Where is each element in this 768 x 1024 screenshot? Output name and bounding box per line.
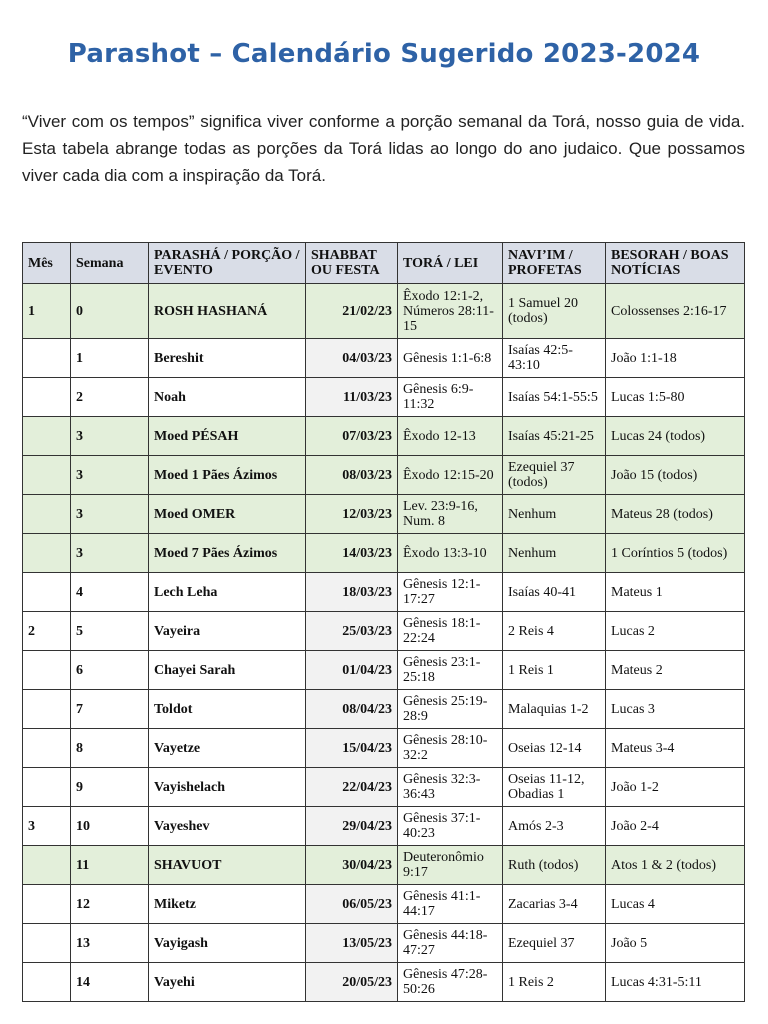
cell-naviim: Nenhum xyxy=(503,495,606,534)
cell-naviim: Ruth (todos) xyxy=(503,846,606,885)
cell-date: 12/03/23 xyxy=(306,495,398,534)
cell-tora: Deuteronômio 9:17 xyxy=(398,846,503,885)
header-besorah: BESORAH / BOAS NOTÍCIAS xyxy=(606,243,745,284)
header-shabbat: SHABBAT OU FESTA xyxy=(306,243,398,284)
cell-parasha: Miketz xyxy=(149,885,306,924)
cell-parasha: SHAVUOT xyxy=(149,846,306,885)
cell-besorah: Colossenses 2:16-17 xyxy=(606,284,745,339)
table-row xyxy=(23,924,745,963)
cell-parasha: Noah xyxy=(149,378,306,417)
cell-besorah: João 15 (todos) xyxy=(606,456,745,495)
cell-date: 15/04/23 xyxy=(306,729,398,768)
cell-semana: 6 xyxy=(71,651,149,690)
cell-tora: Gênesis 18:1-22:24 xyxy=(398,612,503,651)
cell-besorah: Lucas 2 xyxy=(606,612,745,651)
cell-mes xyxy=(23,417,71,456)
cell-naviim: Malaquias 1-2 xyxy=(503,690,606,729)
cell-mes xyxy=(23,456,71,495)
cell-semana: 3 xyxy=(71,417,149,456)
cell-mes xyxy=(23,534,71,573)
cell-naviim: Ezequiel 37 xyxy=(503,924,606,963)
header-mes: Mês xyxy=(23,243,71,284)
cell-date: 04/03/23 xyxy=(306,339,398,378)
cell-semana: 0 xyxy=(71,284,149,339)
cell-date: 29/04/23 xyxy=(306,807,398,846)
cell-naviim: Isaías 54:1-55:5 xyxy=(503,378,606,417)
cell-parasha: Vayishelach xyxy=(149,768,306,807)
table-row xyxy=(23,456,745,495)
cell-tora: Êxodo 12:1-2, Números 28:11-15 xyxy=(398,284,503,339)
cell-parasha: Vayigash xyxy=(149,924,306,963)
cell-date: 30/04/23 xyxy=(306,846,398,885)
table-row xyxy=(23,612,745,651)
cell-parasha: Moed 7 Pães Ázimos xyxy=(149,534,306,573)
cell-mes xyxy=(23,963,71,1002)
cell-mes xyxy=(23,651,71,690)
cell-besorah: Mateus 28 (todos) xyxy=(606,495,745,534)
cell-parasha: ROSH HASHANÁ xyxy=(149,284,306,339)
table-row xyxy=(23,495,745,534)
cell-parasha: Vayeira xyxy=(149,612,306,651)
cell-semana: 5 xyxy=(71,612,149,651)
cell-date: 22/04/23 xyxy=(306,768,398,807)
cell-date: 08/03/23 xyxy=(306,456,398,495)
cell-parasha: Toldot xyxy=(149,690,306,729)
cell-besorah: Lucas 1:5-80 xyxy=(606,378,745,417)
cell-date: 07/03/23 xyxy=(306,417,398,456)
cell-naviim: 1 Reis 1 xyxy=(503,651,606,690)
table-row xyxy=(23,417,745,456)
cell-mes xyxy=(23,924,71,963)
cell-date: 14/03/23 xyxy=(306,534,398,573)
table-row xyxy=(23,534,745,573)
cell-besorah: 1 Coríntios 5 (todos) xyxy=(606,534,745,573)
cell-naviim: Ezequiel 37 (todos) xyxy=(503,456,606,495)
cell-naviim: Zacarias 3-4 xyxy=(503,885,606,924)
table-row xyxy=(23,284,745,339)
cell-parasha: Chayei Sarah xyxy=(149,651,306,690)
cell-naviim: Oseias 11-12, Obadias 1 xyxy=(503,768,606,807)
cell-date: 18/03/23 xyxy=(306,573,398,612)
cell-parasha: Vayehi xyxy=(149,963,306,1002)
cell-tora: Lev. 23:9-16, Num. 8 xyxy=(398,495,503,534)
cell-naviim: Isaías 42:5-43:10 xyxy=(503,339,606,378)
cell-tora: Êxodo 12-13 xyxy=(398,417,503,456)
cell-besorah: João 1-2 xyxy=(606,768,745,807)
table-row xyxy=(23,573,745,612)
cell-semana: 2 xyxy=(71,378,149,417)
table-row xyxy=(23,729,745,768)
cell-naviim: 1 Samuel 20 (todos) xyxy=(503,284,606,339)
cell-naviim: Oseias 12-14 xyxy=(503,729,606,768)
cell-parasha: Vayeshev xyxy=(149,807,306,846)
table-body xyxy=(23,284,745,1002)
cell-parasha: Vayetze xyxy=(149,729,306,768)
cell-semana: 1 xyxy=(71,339,149,378)
cell-tora: Gênesis 28:10-32:2 xyxy=(398,729,503,768)
table-row xyxy=(23,651,745,690)
cell-date: 25/03/23 xyxy=(306,612,398,651)
header-naviim: NAVI’IM / PROFETAS xyxy=(503,243,606,284)
cell-mes xyxy=(23,495,71,534)
cell-date: 01/04/23 xyxy=(306,651,398,690)
cell-besorah: Lucas 4 xyxy=(606,885,745,924)
cell-tora: Gênesis 47:28-50:26 xyxy=(398,963,503,1002)
cell-mes xyxy=(23,573,71,612)
cell-naviim: Isaías 40-41 xyxy=(503,573,606,612)
table-row xyxy=(23,690,745,729)
cell-mes: 3 xyxy=(23,807,71,846)
table-row xyxy=(23,885,745,924)
cell-besorah: Lucas 3 xyxy=(606,690,745,729)
table-row xyxy=(23,768,745,807)
cell-mes xyxy=(23,690,71,729)
header-tora: TORÁ / LEI xyxy=(398,243,503,284)
cell-besorah: João 5 xyxy=(606,924,745,963)
cell-besorah: Mateus 2 xyxy=(606,651,745,690)
cell-parasha: Moed 1 Pães Ázimos xyxy=(149,456,306,495)
cell-naviim: Nenhum xyxy=(503,534,606,573)
cell-mes xyxy=(23,846,71,885)
cell-naviim: 2 Reis 4 xyxy=(503,612,606,651)
cell-mes: 2 xyxy=(23,612,71,651)
cell-tora: Gênesis 44:18-47:27 xyxy=(398,924,503,963)
cell-besorah: João 1:1-18 xyxy=(606,339,745,378)
cell-date: 21/02/23 xyxy=(306,284,398,339)
table-row xyxy=(23,963,745,1002)
cell-tora: Êxodo 12:15-20 xyxy=(398,456,503,495)
cell-tora: Gênesis 37:1-40:23 xyxy=(398,807,503,846)
cell-date: 06/05/23 xyxy=(306,885,398,924)
cell-besorah: Mateus 3-4 xyxy=(606,729,745,768)
cell-tora: Gênesis 6:9-11:32 xyxy=(398,378,503,417)
cell-naviim: Amós 2-3 xyxy=(503,807,606,846)
table-row xyxy=(23,378,745,417)
cell-semana: 3 xyxy=(71,495,149,534)
cell-semana: 3 xyxy=(71,534,149,573)
cell-besorah: Lucas 24 (todos) xyxy=(606,417,745,456)
cell-besorah: Mateus 1 xyxy=(606,573,745,612)
cell-date: 20/05/23 xyxy=(306,963,398,1002)
table-row xyxy=(23,846,745,885)
cell-besorah: Atos 1 & 2 (todos) xyxy=(606,846,745,885)
cell-date: 08/04/23 xyxy=(306,690,398,729)
table-row xyxy=(23,807,745,846)
cell-tora: Gênesis 32:3-36:43 xyxy=(398,768,503,807)
cell-semana: 4 xyxy=(71,573,149,612)
cell-naviim: 1 Reis 2 xyxy=(503,963,606,1002)
cell-semana: 13 xyxy=(71,924,149,963)
cell-tora: Gênesis 12:1-17:27 xyxy=(398,573,503,612)
cell-parasha: Moed OMER xyxy=(149,495,306,534)
parashot-table xyxy=(22,242,745,1002)
cell-tora: Gênesis 41:1-44:17 xyxy=(398,885,503,924)
header-semana: Semana xyxy=(71,243,149,284)
cell-mes xyxy=(23,768,71,807)
cell-parasha: Bereshit xyxy=(149,339,306,378)
cell-tora: Êxodo 13:3-10 xyxy=(398,534,503,573)
cell-mes xyxy=(23,885,71,924)
cell-semana: 8 xyxy=(71,729,149,768)
cell-parasha: Moed PÉSAH xyxy=(149,417,306,456)
cell-mes: 1 xyxy=(23,284,71,339)
cell-parasha: Lech Leha xyxy=(149,573,306,612)
cell-date: 13/05/23 xyxy=(306,924,398,963)
cell-besorah: João 2-4 xyxy=(606,807,745,846)
cell-mes xyxy=(23,378,71,417)
cell-tora: Gênesis 25:19-28:9 xyxy=(398,690,503,729)
cell-semana: 14 xyxy=(71,963,149,1002)
cell-semana: 10 xyxy=(71,807,149,846)
cell-semana: 12 xyxy=(71,885,149,924)
cell-naviim: Isaías 45:21-25 xyxy=(503,417,606,456)
table-row xyxy=(23,339,745,378)
cell-mes xyxy=(23,339,71,378)
cell-tora: Gênesis 1:1-6:8 xyxy=(398,339,503,378)
cell-semana: 11 xyxy=(71,846,149,885)
cell-mes xyxy=(23,729,71,768)
cell-date: 11/03/23 xyxy=(306,378,398,417)
page-title: Parashot – Calendário Sugerido 2023-2024 xyxy=(67,39,701,70)
cell-semana: 3 xyxy=(71,456,149,495)
intro-paragraph: “Viver com os tempos” significa viver conforme a porção semanal da Torá, nosso guia de vida. Esta tabela abrange todas as porções da Torá lidas ao longo do ano judaico. Que possamos viver cada dia com a inspiração da Torá. xyxy=(22,112,745,185)
cell-tora: Gênesis 23:1-25:18 xyxy=(398,651,503,690)
cell-besorah: Lucas 4:31-5:11 xyxy=(606,963,745,1002)
cell-semana: 7 xyxy=(71,690,149,729)
header-parasha: PARASHÁ / PORÇÃO / EVENTO xyxy=(149,243,306,284)
cell-semana: 9 xyxy=(71,768,149,807)
table-header-row xyxy=(23,243,745,284)
